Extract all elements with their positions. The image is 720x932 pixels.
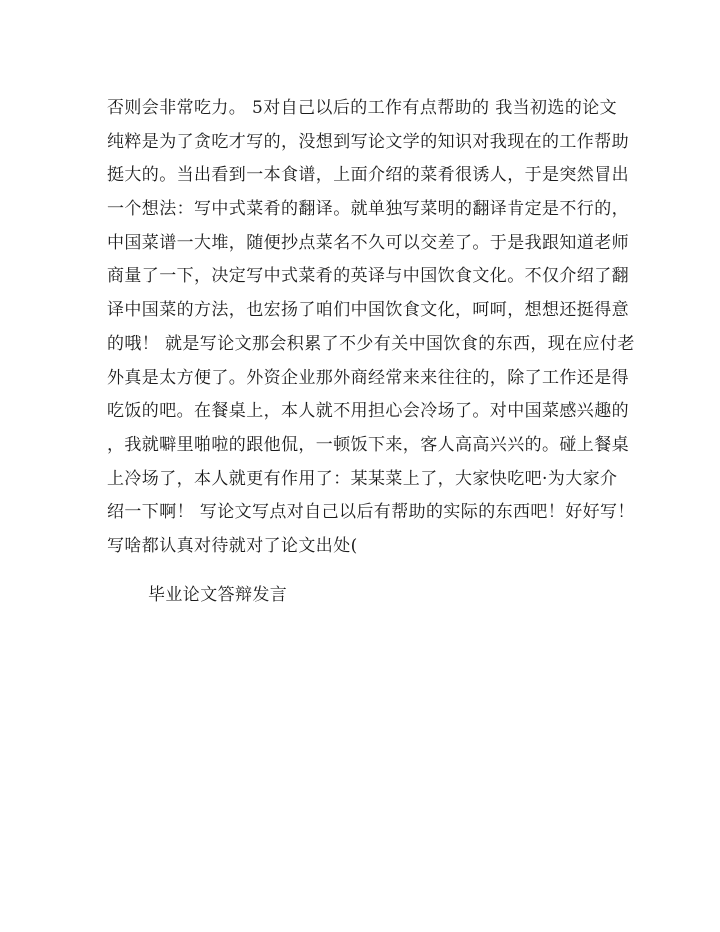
body-paragraph xyxy=(107,92,635,564)
text-line: 否则会非常吃力。 5对自己以后的工作有点帮助的 我当初选的论文 xyxy=(107,98,618,118)
text-line: 译中国菜的方法，也宏扬了咱们中国饮食文化，呵呵，想想还挺得意 xyxy=(107,300,629,321)
text-line: 商量了一下，决定写中式菜肴的英译与中国饮食文化。不仅介绍了翻 xyxy=(107,266,629,287)
text-line: 吃饭的吧。在餐桌上，本人就不用担心会冷场了。对中国菜感兴趣的 xyxy=(107,401,629,422)
text-line: 中国菜谱一大堆，随便抄点菜名不久可以交差了。于是我跟知道老师 xyxy=(107,232,629,253)
text-line: ，我就噼里啪啦的跟他侃，一顿饭下来，客人高高兴兴的。碰上餐桌 xyxy=(107,434,629,455)
closing-title: 毕业论文答辩发言 xyxy=(148,585,288,605)
text-line: 上冷场了，本人就更有作用了：某某菜上了，大家快吃吧·为大家介 xyxy=(107,468,618,489)
text-line: 写啥都认真对待就对了论文出处( xyxy=(107,535,358,556)
text-line: 一个想法：写中式菜肴的翻译。就单独写菜明的翻译肯定是不行的， xyxy=(107,199,629,220)
text-line: 挺大的。当出看到一本食谱，上面介绍的菜肴很诱人，于是突然冒出 xyxy=(107,165,629,186)
text-line: 纯粹是为了贪吃才写的，没想到写论文学的知识对我现在的工作帮助 xyxy=(107,131,629,152)
text-line: 外真是太方便了。外资企业那外商经常来来往往的，除了工作还是得 xyxy=(107,367,629,388)
text-line: 的哦！ 就是写论文那会积累了不少有关中国饮食的东西，现在应付老 xyxy=(107,333,635,354)
text-line: 绍一下啊！ 写论文写点对自己以后有帮助的实际的东西吧！好好写！ xyxy=(107,502,635,523)
